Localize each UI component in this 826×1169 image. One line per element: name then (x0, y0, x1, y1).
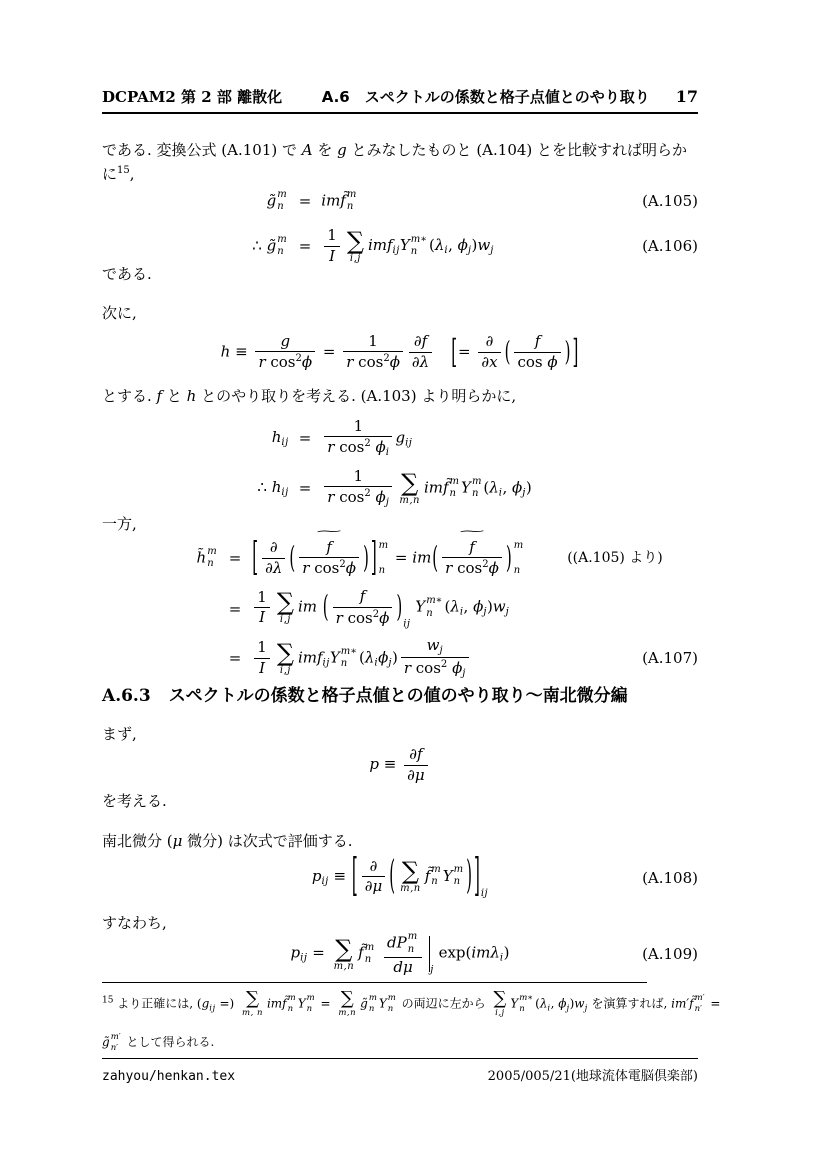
equation-lhs: ∴ g̃ m n (252, 233, 287, 257)
equation-htilde-2 (102, 584, 698, 634)
equation-hij-1 (102, 416, 698, 460)
section-heading (102, 681, 698, 706)
page-footer (102, 1058, 698, 1084)
equation-a108 (102, 847, 698, 909)
paragraph-tosuru: とする. f と h とのやり取りを考える. (A.103) より明らかに, (102, 387, 517, 405)
equation-lhs: h̃ m n (196, 545, 217, 569)
equation-hij-2 (102, 460, 698, 516)
equation-relation: = (298, 237, 312, 255)
page-number: 17 (675, 87, 698, 106)
equation-group-a105-a106 (102, 184, 698, 274)
equation-group-htilde (102, 525, 698, 682)
page-header (102, 86, 698, 114)
paragraph-intro: である. 変換公式 (A.101) で A を g とみなしたものと (A.104) とを比較すれば明らかに$^{15}$, (102, 141, 688, 183)
equation-group-hij (102, 416, 698, 516)
equation-relation: = (228, 600, 242, 618)
equation-number-a109: (A.109) (642, 945, 698, 963)
equation-a109 (102, 927, 698, 981)
footnote-line-1: $^{15}$ より正確には, ($g_{ij}$ =) ∑ m, n imf̃ m n Y m n = ∑ m,n g̃ m n Y m n の両辺に左から ∑ i,j Y m∗ n ($\lambda_i$, $\phi_j)w_j$ を演算すれば, im′f̃ m′ n′ = (102, 988, 721, 1018)
equation-rhs: $\frac{1}{I}$ ∑ i,j imf$_{ij}$Y m∗ n ($\lambda_i$, $\phi_j)w_j$ (321, 227, 651, 265)
paragraph-mazu: まず, (102, 725, 137, 743)
paragraph-wokangaeru: を考える. (102, 792, 167, 810)
equation-rhs: $\frac{1}{I}$ ∑ i,j imf$_{ij}$Y m∗ n $(\lambda_i\phi_j)$ $\frac{w_j}{r \cos^2 \phi_j}$ (251, 637, 681, 680)
equation-rhs: $\frac{1}{I}$ ∑ i,j im ( $\frac{f}{r \cos^2\phi}$ )$_{ij}$ Y m∗ n ($\lambda_i$, $\phi_j)w_j$ (251, 588, 681, 629)
equation-body: $p_{ij}$ = ∑ m,n f̃ m n dP m n dμ $_j$ exp(imλ$_i$) (290, 931, 510, 977)
footer-filename: zahyou/henkan.tex (102, 1069, 236, 1084)
equation-lhs: ∴ $h_{ij}$ (257, 478, 289, 498)
equation-relation: = (228, 549, 242, 567)
paragraph-nanboku: 南北微分 (μ 微分) は次式で評価する. (102, 832, 353, 850)
equation-htilde-1 (102, 525, 698, 584)
paragraph-dearu: である. (102, 265, 152, 283)
paragraph-tsugini: 次に, (102, 304, 137, 322)
equation-htilde-3 (102, 634, 698, 682)
equation-body: $p_{ij}$ ≡ [ $\frac{\partial}{\partial\mu}$ ( ∑ m,n f̃ m n Y m n ) ]$_{ij}$ (311, 847, 489, 902)
equation-number-a105: (A.105) (642, 192, 698, 210)
section-title: スペクトルの係数と格子点値との値のやり取り～南北微分編 (168, 686, 628, 706)
equation-relation: = (298, 479, 312, 497)
equation-lhs: g̃ m n (266, 188, 287, 212)
equation-number-a107: (A.107) (642, 649, 698, 667)
paragraph-ippou: 一方, (102, 515, 137, 533)
section-number: A.6.3 (102, 686, 151, 706)
equation-relation: = (298, 429, 312, 447)
equation-number-a106: (A.106) (642, 237, 698, 255)
header-section-title: A.6 スペクトルの係数と格子点値とのやり取り (321, 88, 650, 106)
equation-a105 (102, 184, 698, 218)
footnote-line-2: g̃ m′ n′ として得られる. (102, 1032, 215, 1053)
equation-rhs: $\frac{1}{r \cos^2 \phi_i}$ $g_{ij}$ (321, 418, 651, 459)
header-part-title: DCPAM2 第 2 部 離散化 (102, 88, 283, 106)
equation-lhs: $h_{ij}$ (271, 428, 289, 448)
footer-date-org: 2005/005/21(地球流体電脳倶楽部) (487, 1069, 698, 1084)
equation-body: p ≡ $\frac{\partial f}{\partial\mu}$ (369, 746, 430, 784)
equation-rhs: $\frac{1}{r \cos^2 \phi_j}$ ∑ m,n imf̃ m n Y m n ($\lambda_i$, $\phi_j$) (321, 468, 651, 509)
footnote-rule (102, 982, 647, 983)
paragraph-sunawachi: すなわち, (102, 914, 167, 932)
equation-rhs: imf̃ m n (321, 188, 357, 212)
equation-h-definition (102, 322, 698, 382)
equation-rhs: [ $\frac{\partial}{\partial\lambda}$ ( ∼ $\frac{f}{r \cos^2\phi}$ ) ] m n = im( ∼ $\frac{f}{r \cos^2\phi}$ ) m n ((A.105) より) (252, 525, 663, 581)
equation-p-definition (102, 741, 698, 789)
equation-relation: = (298, 192, 312, 210)
equation-relation: = (228, 649, 242, 667)
equation-number-a108: (A.108) (642, 869, 698, 887)
equation-body: h ≡ $\frac{g}{r \cos^2\phi}$ = $\frac{1}{r \cos^2\phi}$ $\frac{\partial f}{\partial\lambda}$ [= $\frac{\partial}{\partial x}$ ( $\frac{f}{\text{cos ϕ}}$ ) ] (220, 331, 579, 371)
